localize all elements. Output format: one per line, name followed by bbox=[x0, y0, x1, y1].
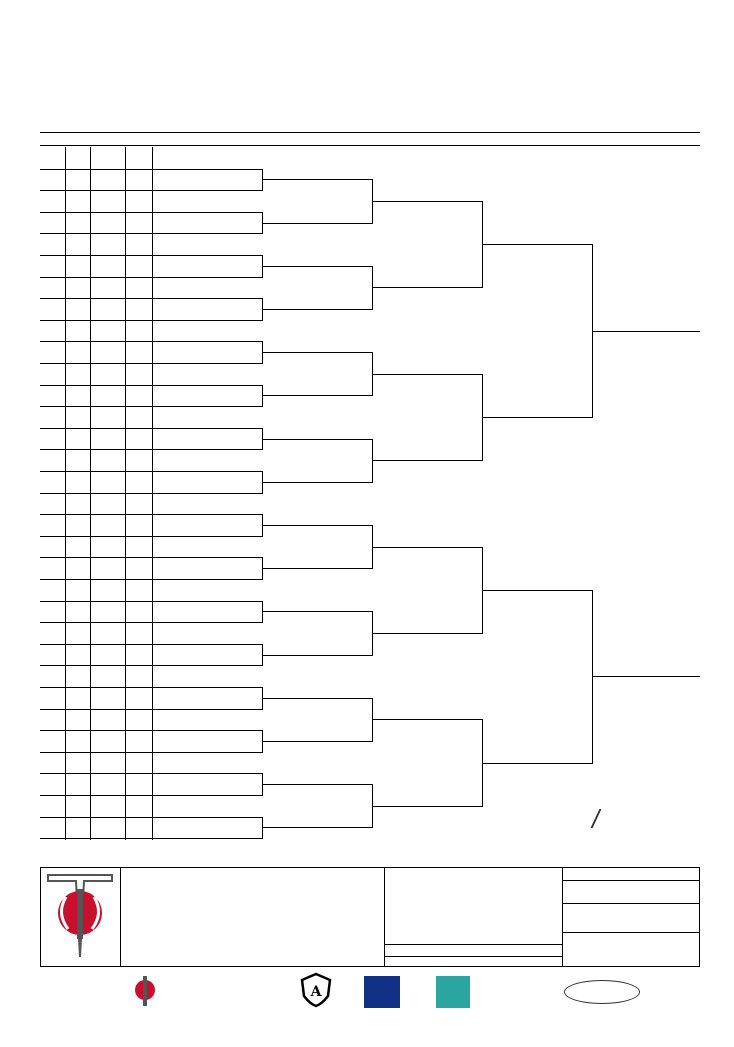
draw-line bbox=[40, 665, 262, 666]
draw-line bbox=[40, 493, 262, 494]
draw-line bbox=[40, 536, 262, 537]
bracket-line bbox=[482, 763, 592, 764]
footer-box bbox=[40, 867, 700, 967]
bracket-line bbox=[262, 827, 372, 828]
bracket-line bbox=[262, 223, 372, 224]
bracket-line bbox=[262, 525, 372, 526]
bracket-line bbox=[372, 201, 482, 202]
draw-line bbox=[40, 514, 262, 515]
column-separator bbox=[65, 147, 66, 840]
column-separator bbox=[152, 147, 153, 840]
footer-divider-3 bbox=[562, 867, 563, 967]
draw-line bbox=[40, 428, 262, 429]
draw-line bbox=[40, 838, 262, 839]
club-crest-logo bbox=[44, 871, 116, 963]
draw-line bbox=[40, 255, 262, 256]
sponsor-shield-logo bbox=[300, 972, 332, 1008]
sponsor-swisstennis bbox=[58, 976, 108, 1008]
pr-rule bbox=[384, 944, 562, 945]
draw-line bbox=[40, 233, 262, 234]
bracket-line bbox=[262, 741, 372, 742]
footer-divider-2 bbox=[384, 867, 385, 967]
draw-line bbox=[40, 298, 262, 299]
column-separator bbox=[90, 147, 91, 840]
draw-line bbox=[40, 406, 262, 407]
bracket-line bbox=[262, 395, 372, 396]
bracket-line bbox=[372, 287, 482, 288]
header-top-rule bbox=[40, 132, 700, 133]
draw-line bbox=[40, 752, 262, 753]
sponsor-axa bbox=[364, 976, 400, 1008]
lda-rule bbox=[562, 903, 700, 904]
draw-line bbox=[40, 385, 262, 386]
draw-line bbox=[40, 212, 262, 213]
pr-rule-2 bbox=[384, 956, 562, 957]
draw-date-rule bbox=[562, 880, 700, 881]
draw-line bbox=[40, 320, 262, 321]
draw-line bbox=[40, 449, 262, 450]
bracket-line bbox=[372, 460, 482, 461]
bracket-line bbox=[482, 590, 592, 591]
draw-line bbox=[40, 644, 262, 645]
footer-divider-1 bbox=[120, 867, 121, 967]
bracket-line bbox=[372, 719, 482, 720]
bracket-line bbox=[592, 331, 700, 332]
draw-line bbox=[40, 277, 262, 278]
draw-line bbox=[40, 601, 262, 602]
sponsor-club-crest bbox=[130, 974, 160, 1010]
bracket-line bbox=[262, 611, 372, 612]
draw-line bbox=[40, 817, 262, 818]
bracket-line bbox=[372, 547, 482, 548]
bracket-line bbox=[262, 698, 372, 699]
bracket-line bbox=[262, 352, 372, 353]
svg-text:A: A bbox=[310, 984, 322, 1000]
draw-line bbox=[40, 471, 262, 472]
bracket-line bbox=[262, 482, 372, 483]
bracket-line bbox=[372, 806, 482, 807]
draw-line bbox=[40, 773, 262, 774]
header-bottom-rule bbox=[40, 145, 700, 146]
bracket-line bbox=[262, 784, 372, 785]
bracket-line bbox=[372, 633, 482, 634]
bracket-line bbox=[262, 179, 372, 180]
sponsor-valais-tennis bbox=[195, 976, 265, 1008]
draw-line bbox=[40, 190, 262, 191]
bracket-line bbox=[372, 374, 482, 375]
draw-line bbox=[40, 795, 262, 796]
draw-line bbox=[40, 341, 262, 342]
bracket-line bbox=[262, 568, 372, 569]
bracket-line bbox=[262, 439, 372, 440]
column-separator bbox=[125, 147, 126, 840]
draw-line bbox=[40, 557, 262, 558]
bracket-line bbox=[262, 655, 372, 656]
draw-line bbox=[40, 730, 262, 731]
bracket-line bbox=[262, 309, 372, 310]
draw-line bbox=[40, 169, 262, 170]
draw-line bbox=[40, 579, 262, 580]
tennis-europe-logo: / bbox=[592, 804, 600, 834]
sponsor-maison-gilliard bbox=[498, 976, 544, 1008]
reps-rule bbox=[562, 932, 700, 933]
bracket-line bbox=[262, 266, 372, 267]
bracket-line bbox=[592, 676, 700, 677]
draw-line bbox=[40, 687, 262, 688]
draw-line bbox=[40, 709, 262, 710]
bracket-line bbox=[482, 244, 592, 245]
bracket-line bbox=[482, 417, 592, 418]
sponsor-durret bbox=[564, 980, 640, 1004]
sponsor-r-logo bbox=[436, 976, 470, 1008]
draw-line bbox=[40, 622, 262, 623]
draw-line bbox=[40, 363, 262, 364]
